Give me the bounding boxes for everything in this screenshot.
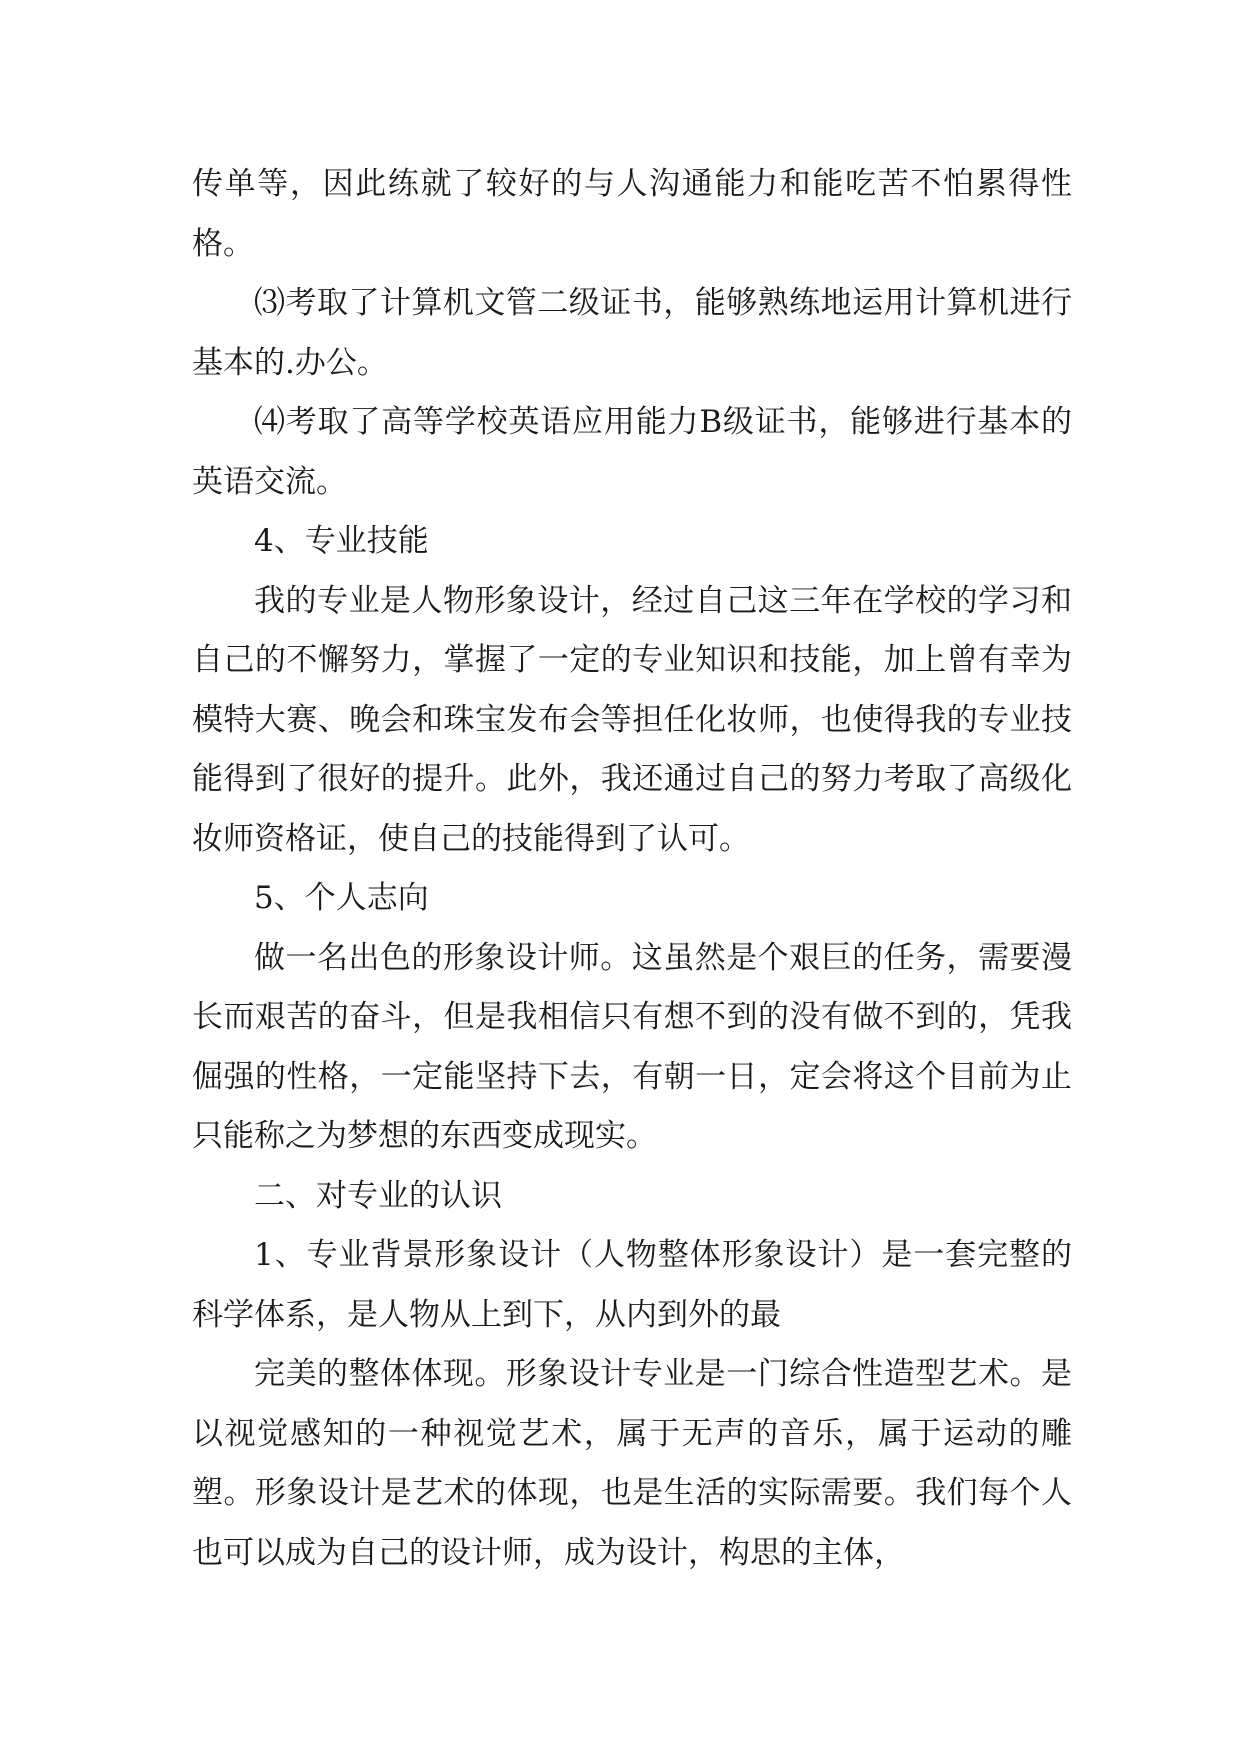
paragraph-certificate-computer: ⑶考取了计算机文管二级证书，能够熟练地运用计算机进行基本的.办公。 bbox=[192, 285, 1072, 381]
paragraph-continuation: 传单等，因此练就了较好的与人沟通能力和能吃苦不怕累得性格。 bbox=[192, 166, 1072, 262]
paragraph-major-background: 1、专业背景形象设计（人物整体形象设计）是一套完整的科学体系，是人物从上到下，从内到外的最 bbox=[192, 1237, 1072, 1333]
section-heading-major-understanding: 二、对专业的认识 bbox=[254, 1177, 502, 1214]
paragraph-professional-skills: 我的专业是人物形象设计，经过自己这三年在学校的学习和自己的不懈努力，掌握了一定的专业知识和技能，加上曾有幸为模特大赛、晚会和珠宝发布会等担任化妆师，也使得我的专业技能得到了很好的提升。此外，我还通过自己的努力考取了高级化妆师资格证，使自己的技能得到了认可。 bbox=[192, 582, 1072, 857]
section-heading-personal-aspiration: 5、个人志向 bbox=[254, 880, 429, 916]
paragraph-major-description: 完美的整体体现。形象设计专业是一门综合性造型艺术。是以视觉感知的一种视觉艺术，属于无声的音乐，属于运动的雕塑。形象设计是艺术的体现，也是生活的实际需要。我们每个人也可以成为自己的设计师，成为设计，构思的主体， bbox=[192, 1356, 1072, 1571]
paragraph-personal-aspiration: 做一名出色的形象设计师。这虽然是个艰巨的任务，需要漫长而艰苦的奋斗，但是我相信只有想不到的没有做不到的，凭我倔强的性格，一定能坚持下去，有朝一日，定会将这个目前为止只能称之为梦想的东西变成现实。 bbox=[192, 939, 1072, 1154]
paragraph-certificate-english: ⑷考取了高等学校英语应用能力B级证书，能够进行基本的英语交流。 bbox=[192, 404, 1072, 500]
document-body bbox=[192, 155, 1072, 1583]
section-heading-professional-skills: 4、专业技能 bbox=[254, 523, 429, 559]
